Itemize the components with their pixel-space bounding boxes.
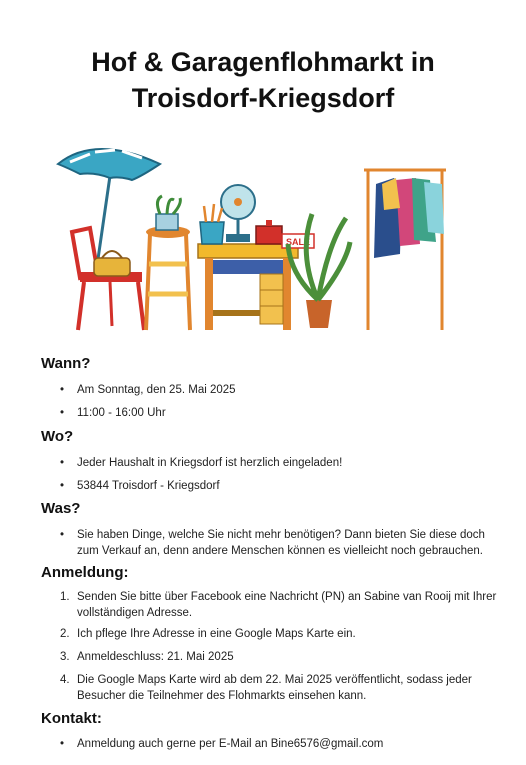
list-item — [60, 589, 507, 621]
kettle-icon — [200, 204, 224, 244]
list-item-text: Jeder Haushalt in Kriegsdorf ist herzlich eingeladen! — [77, 457, 343, 469]
bullet: • — [60, 407, 65, 419]
section-heading-anmeldung: Anmeldung: — [41, 564, 129, 581]
list-item — [60, 736, 507, 752]
list-item — [60, 455, 507, 471]
list-item-text: Ich pflege Ihre Adresse in eine Google Maps Karte ein. — [77, 628, 356, 640]
list-number: 4. — [60, 674, 70, 686]
title-line-2: Troisdorf-Kriegsdorf — [131, 83, 395, 113]
red-chair-icon — [72, 228, 144, 330]
box-icon — [256, 220, 282, 244]
clothes-rack-icon — [364, 170, 446, 330]
list-item-text: 11:00 - 16:00 Uhr — [77, 407, 166, 419]
fan-icon — [221, 185, 255, 242]
bullet: • — [60, 457, 65, 469]
bullet: • — [60, 529, 65, 541]
list-item-text: Anmeldeschluss: 21. Mai 2025 — [77, 651, 234, 663]
list-number: 2. — [60, 628, 70, 640]
page-title — [0, 44, 526, 116]
list-item-text: Anmeldung auch gerne per E-Mail an Bine6576@gmail.com — [77, 738, 384, 750]
table-icon — [198, 244, 298, 330]
list-item — [60, 382, 507, 398]
list-item-text: Am Sonntag, den 25. Mai 2025 — [77, 384, 236, 396]
bullet: • — [60, 738, 65, 750]
list-item — [60, 672, 507, 704]
list-item-text: Sie haben Dinge, welche Sie nicht mehr benötigen? Dann bieten Sie diese doch zum Verkauf an, denn andere Menschen können es vielleicht noch gebrauchen. — [77, 529, 485, 557]
list-item — [60, 527, 507, 559]
flea-market-illustration — [50, 134, 470, 344]
list-item — [60, 478, 507, 494]
section-heading-was: Was? — [41, 500, 81, 517]
potted-plant-icon — [285, 214, 350, 328]
title-line-1: Hof & Garagenflohmarkt in — [91, 47, 435, 77]
list-number: 3. — [60, 651, 70, 663]
section-heading-wo: Wo? — [41, 428, 74, 445]
stool-with-plant-icon — [146, 196, 190, 330]
section-heading-kontakt: Kontakt: — [41, 710, 102, 727]
list-item-text: Die Google Maps Karte wird ab dem 22. Mai 2025 veröffentlicht, sodass jeder Besucher die Teilnehmer des Flohmarkts einsehen kann. — [77, 674, 472, 702]
list-item — [60, 405, 507, 421]
bullet: • — [60, 480, 65, 492]
list-number: 1. — [60, 591, 70, 603]
list-item — [60, 626, 507, 642]
list-item-text: 53844 Troisdorf - Kriegsdorf — [77, 480, 220, 492]
list-item — [60, 649, 507, 665]
svg-text:SALE: SALE — [285, 237, 311, 247]
section-heading-wann: Wann? — [41, 355, 91, 372]
bullet: • — [60, 384, 65, 396]
list-item-text: Senden Sie bitte über Facebook eine Nachricht (PN) an Sabine van Rooij mit Ihrer vollständigen Adresse. — [77, 591, 497, 619]
